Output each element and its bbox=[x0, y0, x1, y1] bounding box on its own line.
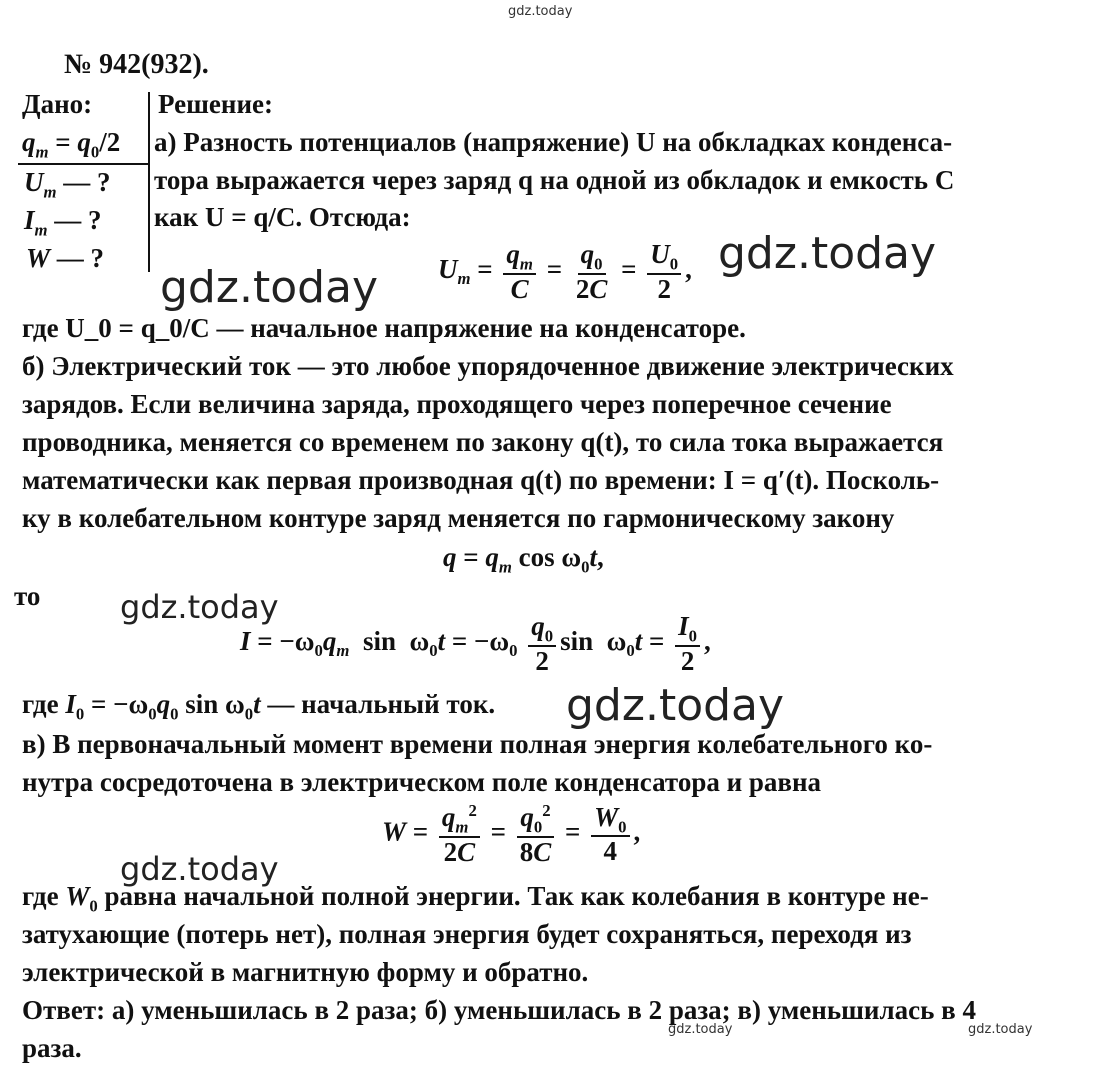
part-b-line-2: зарядов. Если величина заряда, проходящего через поперечное сечение bbox=[22, 389, 892, 419]
where-u0: где U_0 = q_0/C — начальное напряжение на конденсаторе. bbox=[22, 313, 746, 343]
given-title: Дано: bbox=[22, 89, 93, 119]
given-condition: $q_m = q_0/2$ bbox=[22, 127, 121, 162]
solution-title: Решение: bbox=[158, 89, 273, 119]
part-a-line-1: а) Разность потенциалов (напряжение) U на обкладках конденса- bbox=[154, 127, 953, 157]
unknown-um: $U_m$ — ? bbox=[24, 167, 111, 202]
part-b-line-4: математически как первая производная q(t) по времени: I = q′(t). Посколь- bbox=[22, 465, 940, 495]
answer-line-1: Ответ: а) уменьшилась в 2 раза; б) уменьшилась в 2 раза; в) уменьшилась в 4 bbox=[22, 995, 976, 1025]
part-c-line-2: нутра сосредоточена в электрическом поле конденсатора и равна bbox=[22, 767, 822, 797]
part-a-line-2: тора выражается через заряд q на одной из обкладок и емкость C bbox=[154, 165, 955, 195]
equation-energy: W = $\frac{q_m^2}{2C}$ = $\frac{q_0^2}{8C}$ = $\frac{W_0}{4}$ , bbox=[382, 801, 641, 867]
watermark-1: gdz.today bbox=[160, 262, 379, 313]
final-line-1: где $W_0$ равна начальной полной энергии. Так как колебания в контуре не- bbox=[22, 881, 929, 916]
part-b-line-1: б) Электрический ток — это любое упорядоченное движение электрических bbox=[22, 351, 954, 381]
answer-line-2: раза. bbox=[22, 1033, 82, 1063]
final-line-3: электрической в магнитную форму и обратно. bbox=[22, 957, 589, 987]
watermark-3: gdz.today bbox=[120, 588, 279, 626]
part-b-line-5: ку в колебательном контуре заряд меняется по гармоническому закону bbox=[22, 503, 895, 533]
given-separator bbox=[18, 163, 148, 165]
watermark-5: gdz.today bbox=[120, 850, 279, 888]
watermark-top: gdz.today bbox=[508, 4, 573, 19]
equation-current: $I = -\omega_0q_m$ $\sin \omega_0t = -\omega_0$ $\frac{q_0}{2}$ $\sin \omega_0t$ = $\frac{I_0}{2}$ , bbox=[240, 611, 711, 676]
problem-number: № 942(932). bbox=[64, 49, 209, 80]
unknown-w: W — ? bbox=[26, 243, 105, 273]
equation-voltage: $U_m$ = $\frac{q_m}{C}$ = $\frac{q_0}{2C}$ = $\frac{U_0}{2}$ , bbox=[438, 239, 692, 304]
final-line-2: затухающие (потерь нет), полная энергия будет сохраняться, переходя из bbox=[22, 919, 912, 949]
watermark-4: gdz.today bbox=[566, 680, 785, 731]
text-then: то bbox=[14, 581, 41, 611]
part-a-line-3: как U = q/C. Отсюда: bbox=[154, 202, 411, 232]
watermark-small-1: gdz.today bbox=[668, 1022, 733, 1037]
watermark-small-2: gdz.today bbox=[968, 1022, 1033, 1037]
part-c-line-1: в) В первоначальный момент времени полная энергия колебательного ко- bbox=[22, 729, 933, 759]
equation-charge: $q = q_m$ $\cos \omega_0t$, bbox=[443, 542, 604, 577]
part-b-line-3: проводника, меняется со временем по закону q(t), то сила тока выражается bbox=[22, 427, 944, 457]
where-i0: где $I_0 = -\omega_0q_0$ $\sin \omega_0t$ — начальный ток. bbox=[22, 689, 496, 724]
given-divider bbox=[148, 92, 150, 272]
unknown-im: $I_m$ — ? bbox=[24, 205, 102, 240]
watermark-2: gdz.today bbox=[718, 228, 937, 279]
